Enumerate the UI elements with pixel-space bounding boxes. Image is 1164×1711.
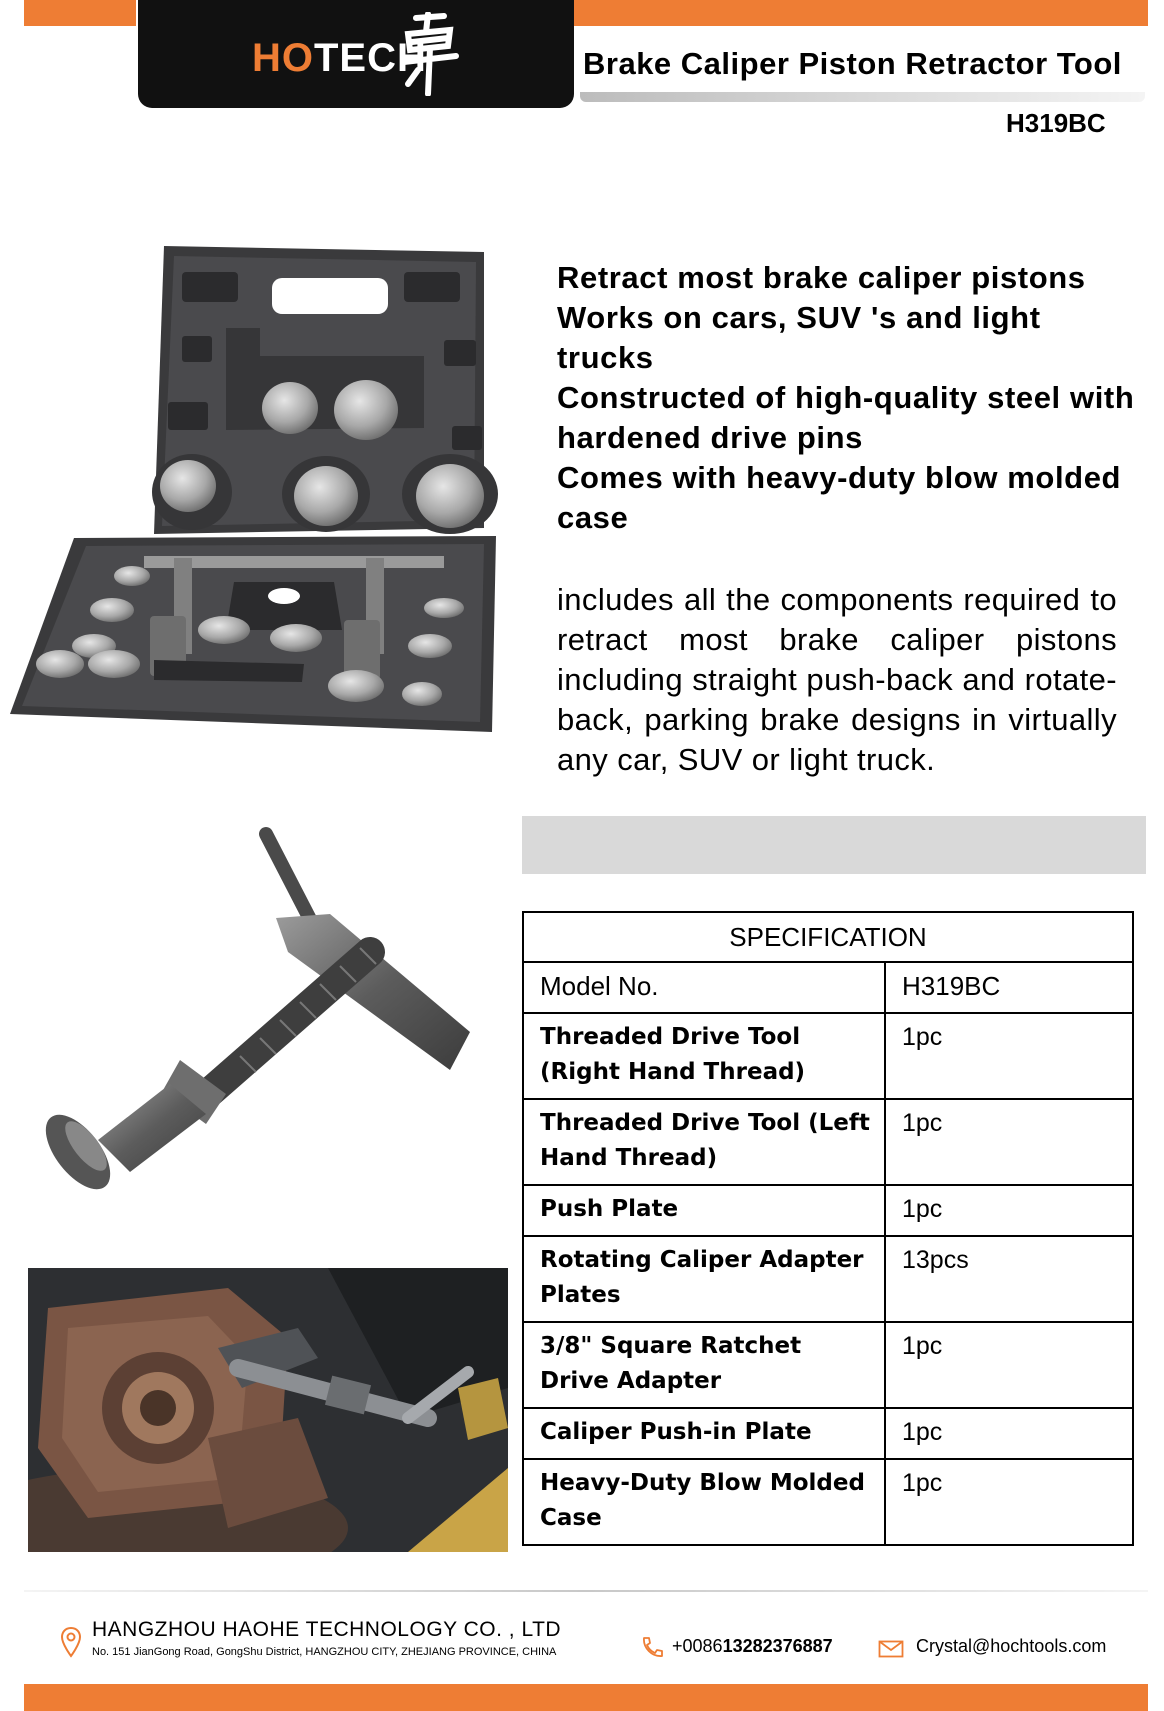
feature-item: Comes with heavy-duty blow molded case — [557, 460, 1122, 535]
item-quantity-cell: 1pc — [885, 1408, 1133, 1459]
specification-heading: SPECIFICATION — [523, 912, 1133, 962]
bottom-accent-bar — [24, 1684, 1148, 1711]
company-address: No. 151 JianGong Road, GongShu District, HANGZHOU CITY, ZHEJIANG PROVINCE, CHINA — [92, 1646, 557, 1658]
document-title: Brake Caliper Piston Retractor Tool — [583, 46, 1122, 81]
company-name: HANGZHOU HAOHE TECHNOLOGY CO. , LTD — [92, 1618, 562, 1641]
table-row — [523, 1099, 1133, 1185]
email-icon — [878, 1640, 904, 1658]
phone-number[interactable] — [672, 1636, 833, 1657]
item-quantity-cell: 1pc — [885, 1322, 1133, 1408]
brand-mark-icon — [398, 12, 462, 96]
table-row — [523, 1013, 1133, 1099]
feature-item: Retract most brake caliper pistons — [557, 260, 1086, 295]
brand-logo-ho: HO — [252, 36, 314, 80]
product-kit-photo — [4, 236, 504, 752]
item-name-cell: Caliper Push-in Plate — [523, 1408, 885, 1459]
location-pin-icon — [60, 1626, 82, 1658]
email-address[interactable]: Crystal@hochtools.com — [916, 1636, 1107, 1656]
phone-prefix: +0086 — [672, 1636, 723, 1656]
brand-logo-tech: TECH — [314, 36, 427, 80]
item-name-cell: Threaded Drive Tool (Left Hand Thread) — [523, 1099, 885, 1185]
table-header-row — [523, 912, 1133, 962]
item-name-cell: Threaded Drive Tool (Right Hand Thread) — [523, 1013, 885, 1099]
table-row — [523, 1408, 1133, 1459]
table-row — [523, 962, 1133, 1013]
top-accent-bar — [24, 0, 136, 26]
item-name-cell: Rotating Caliper Adapter Plates — [523, 1236, 885, 1322]
tool-in-use-photo — [28, 1268, 508, 1552]
specification-table — [522, 911, 1134, 1546]
table-row — [523, 1459, 1133, 1545]
feature-item: Works on cars, SUV 's and light trucks — [557, 300, 1041, 375]
gray-divider-band — [522, 816, 1146, 874]
table-row — [523, 1236, 1133, 1322]
product-description: includes all the components required to retract most brake caliper pistons including straight push-back and rotate-back, parking brake designs in virtually any car, SUV or light truck. — [557, 582, 1117, 777]
title-underline — [580, 92, 1145, 102]
model-label-cell: Model No. — [523, 962, 885, 1013]
item-name-cell: 3/8" Square Ratchet Drive Adapter — [523, 1322, 885, 1408]
threaded-drive-tool-photo — [30, 822, 480, 1202]
table-row — [523, 1322, 1133, 1408]
item-name-cell: Heavy-Duty Blow Molded Case — [523, 1459, 885, 1545]
item-quantity-cell: 13pcs — [885, 1236, 1133, 1322]
item-quantity-cell: 1pc — [885, 1099, 1133, 1185]
model-value-cell: H319BC — [885, 962, 1133, 1013]
feature-item: Constructed of high-quality steel with hardened drive pins — [557, 380, 1135, 455]
table-row — [523, 1185, 1133, 1236]
feature-list — [557, 258, 1137, 538]
phone-icon — [640, 1636, 664, 1658]
model-code: H319BC — [1006, 108, 1106, 138]
item-quantity-cell: 1pc — [885, 1459, 1133, 1545]
footer-divider — [24, 1590, 1148, 1592]
item-quantity-cell: 1pc — [885, 1185, 1133, 1236]
phone-digits: 13282376887 — [722, 1636, 833, 1656]
item-name-cell: Push Plate — [523, 1185, 885, 1236]
item-quantity-cell: 1pc — [885, 1013, 1133, 1099]
top-accent-bar — [570, 0, 1148, 26]
